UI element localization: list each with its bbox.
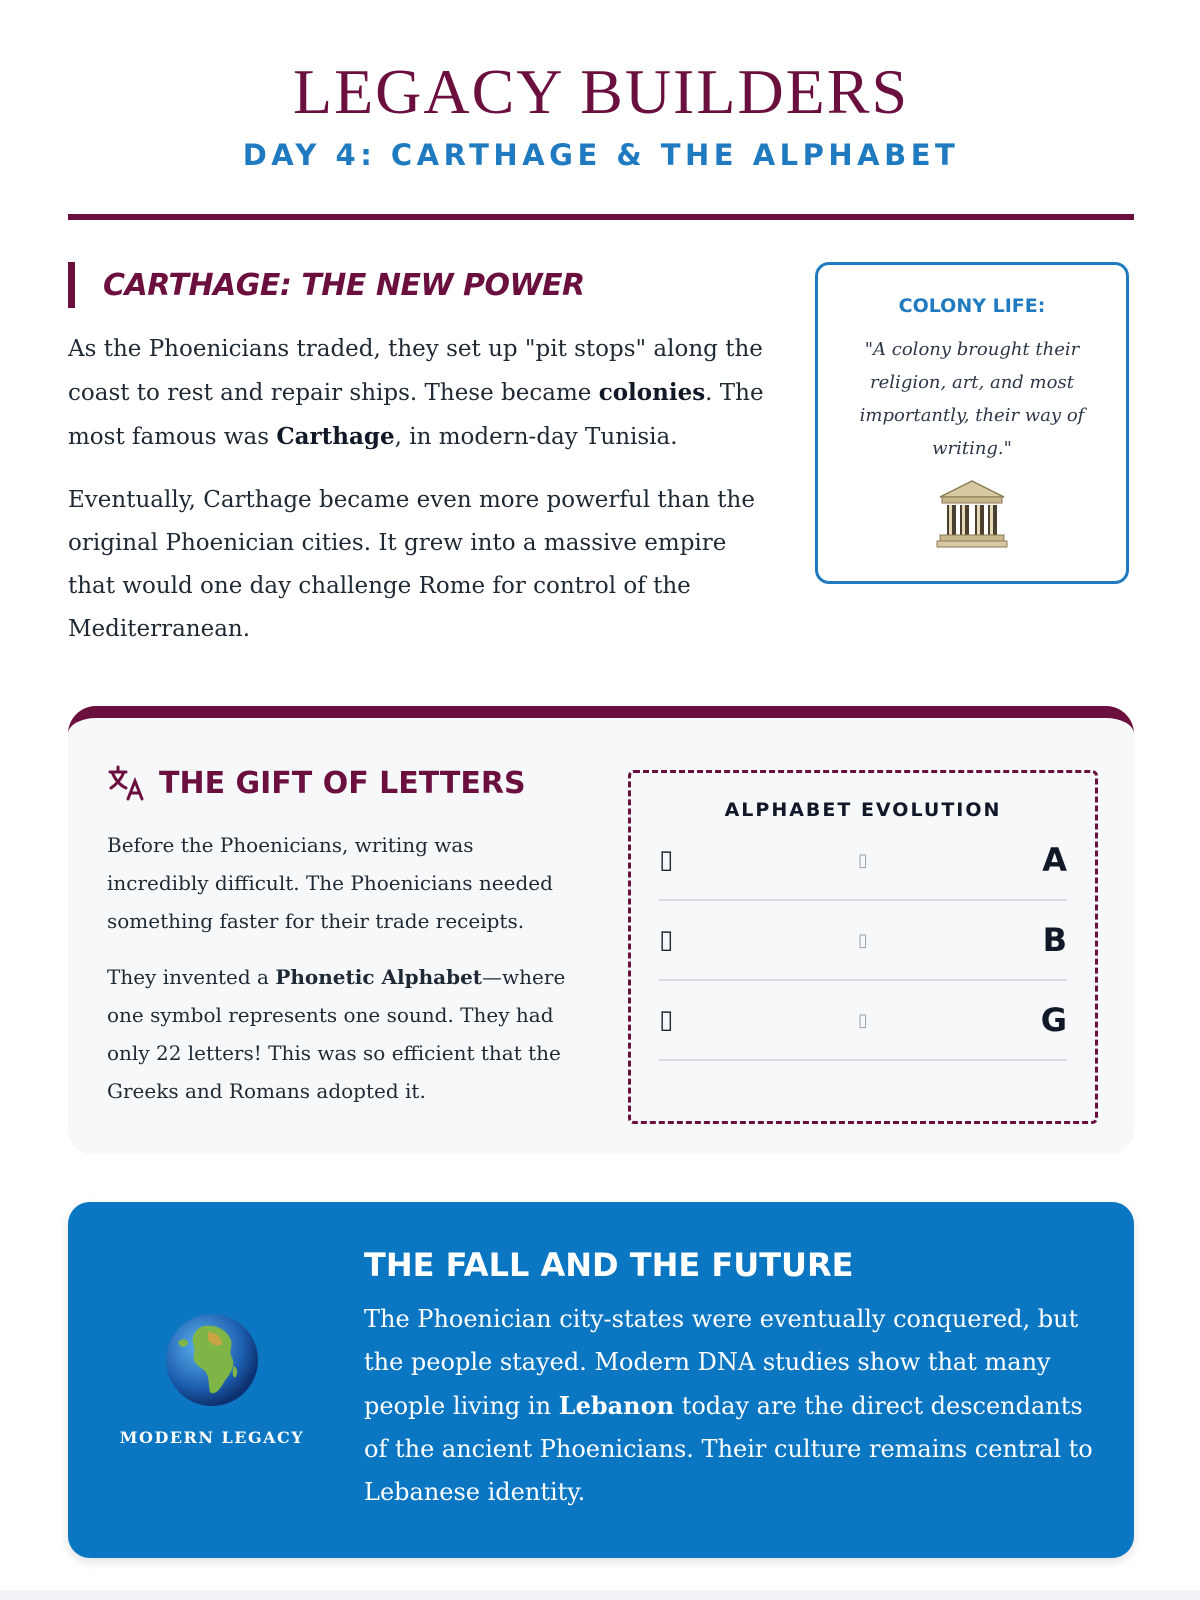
colony-life-callout (815, 262, 1129, 584)
term-lebanon: Lebanon (558, 1391, 675, 1420)
carthage-heading: CARTHAGE: THE NEW POWER (68, 262, 768, 308)
phoenician-glyph: ▯ (659, 1005, 674, 1035)
text-run: They invented a (107, 965, 276, 989)
letters-text-column (107, 764, 577, 1110)
evolution-heading: ALPHABET EVOLUTION (724, 799, 1002, 821)
modern-legacy-label: MODERN LEGACY (119, 1428, 305, 1447)
carthage-section (68, 262, 768, 651)
greek-glyph: ▯ (858, 849, 868, 871)
modern-legacy-badge (116, 1312, 308, 1447)
header (68, 56, 1134, 172)
fall-and-future-card (68, 1202, 1134, 1558)
term-phonetic-alphabet: Phonetic Alphabet (275, 965, 483, 989)
future-paragraph (364, 1298, 1094, 1514)
colony-heading: COLONY LIFE: (898, 295, 1046, 317)
text-run: , in modern-day Tunisia. (394, 424, 678, 450)
text-run: —where one symbol represents one sound. They had only 22 letters! This was so efficient that the Greeks and Romans adopted it. (107, 965, 566, 1103)
carthage-paragraph-2: Eventually, Carthage became even more powerful than the original Phoenician cities. It grew into a massive empire that would one day challenge Rome for control of the Mediterranean. (68, 487, 755, 642)
latin-letter: A (1042, 841, 1067, 879)
term-colonies: colonies (598, 379, 706, 406)
letters-paragraph-1: Before the Phoenicians, writing was incredibly difficult. The Phoenicians needed something faster for their trade receipts. (107, 833, 553, 933)
evolution-row (659, 821, 1067, 901)
alphabet-evolution-box (628, 770, 1098, 1124)
page-subtitle: DAY 4: CARTHAGE & THE ALPHABET (242, 138, 960, 172)
translate-icon (107, 764, 145, 802)
page-bottom-edge (0, 1590, 1200, 1600)
text-run: As the Phoenicians traded, they set up "pit stops" along the coast to rest and repair ships. These became (68, 336, 763, 406)
gift-of-letters-card (68, 706, 1134, 1154)
text-run: . The most famous was (68, 380, 764, 450)
text-run: today are the direct descendants of the ancient Phoenicians. Their culture remains central to Lebanese identity. (364, 1392, 1093, 1506)
letters-heading-row (107, 764, 577, 802)
latin-letter: B (1042, 921, 1067, 959)
colony-quote: "A colony brought their religion, art, and most importantly, their way of writing." (859, 339, 1085, 459)
letters-paragraph-2 (107, 958, 577, 1110)
latin-letter: G (1040, 1001, 1067, 1039)
evolution-row (659, 901, 1067, 981)
letters-heading: THE GIFT OF LETTERS (159, 765, 526, 801)
evolution-row (659, 981, 1067, 1061)
carthage-paragraph-1 (68, 328, 768, 459)
phoenician-glyph: ▯ (659, 925, 674, 955)
future-heading: THE FALL AND THE FUTURE (364, 1246, 854, 1284)
text-run: The Phoenician city-states were eventually conquered, but the people stayed. Modern DNA studies show that many people living in (364, 1305, 1079, 1420)
phoenician-glyph: ▯ (659, 845, 674, 875)
header-divider (68, 214, 1134, 220)
term-carthage: Carthage (276, 423, 395, 450)
greek-glyph: ▯ (858, 1009, 868, 1031)
globe-africa-icon (164, 1312, 260, 1408)
greek-glyph: ▯ (858, 929, 868, 951)
classical-building-icon (936, 479, 1008, 549)
future-text-column (364, 1246, 1094, 1514)
page-title: LEGACY BUILDERS (292, 56, 910, 127)
